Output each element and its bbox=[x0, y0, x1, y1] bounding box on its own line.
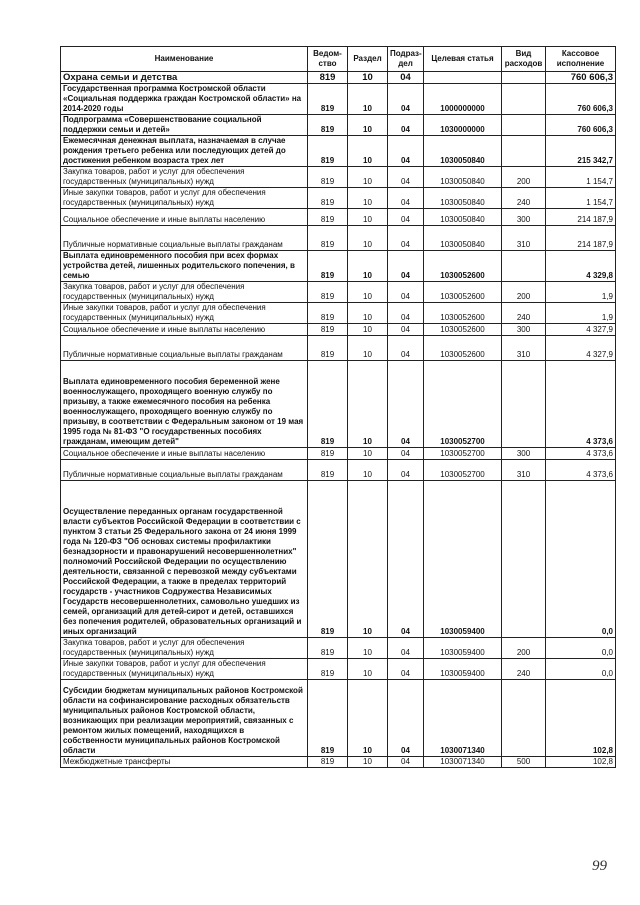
cell-podrazdel: 04 bbox=[388, 336, 424, 361]
cell-kassovoe-ispolnenie: 0,0 bbox=[546, 659, 616, 680]
table-row bbox=[61, 336, 616, 361]
budget-table-sheet bbox=[60, 46, 615, 768]
cell-name: Субсидии бюджетам муниципальных районов Костромской области на софинансирование расходных обязательств муниципальных районов Костромской области, возникающих при реализации мероприятий, связанных с ремонтом жилых помещений, находящихся в собственности муниципальных районов Костромской области bbox=[61, 680, 308, 757]
cell-razdel: 10 bbox=[348, 226, 388, 251]
budget-table bbox=[60, 46, 616, 768]
table-row bbox=[61, 638, 616, 659]
cell-vid-rashodov bbox=[502, 361, 546, 448]
cell-vedomstvo: 819 bbox=[308, 136, 348, 167]
cell-name: Социальное обеспечение и иные выплаты населению bbox=[61, 324, 308, 336]
table-row bbox=[61, 324, 616, 336]
table-row bbox=[61, 680, 616, 757]
cell-celevaya-statya: 1000000000 bbox=[424, 84, 502, 115]
cell-kassovoe-ispolnenie: 215 342,7 bbox=[546, 136, 616, 167]
cell-vid-rashodov bbox=[502, 251, 546, 282]
cell-kassovoe-ispolnenie: 760 606,3 bbox=[546, 84, 616, 115]
cell-celevaya-statya: 1030071340 bbox=[424, 680, 502, 757]
cell-name: Иные закупки товаров, работ и услуг для обеспечения государственных (муниципальных) нужд bbox=[61, 303, 308, 324]
cell-podrazdel: 04 bbox=[388, 226, 424, 251]
cell-name: Выплата единовременного пособия при всех формах устройства детей, лишенных родительского попечения, в семью bbox=[61, 251, 308, 282]
cell-razdel: 10 bbox=[348, 251, 388, 282]
cell-razdel: 10 bbox=[348, 188, 388, 209]
cell-razdel: 10 bbox=[348, 209, 388, 226]
cell-vedomstvo: 819 bbox=[308, 84, 348, 115]
cell-vid-rashodov: 240 bbox=[502, 303, 546, 324]
cell-razdel: 10 bbox=[348, 303, 388, 324]
cell-razdel: 10 bbox=[348, 84, 388, 115]
table-row bbox=[61, 136, 616, 167]
cell-podrazdel: 04 bbox=[388, 460, 424, 481]
cell-razdel: 10 bbox=[348, 448, 388, 460]
cell-celevaya-statya: 1030050840 bbox=[424, 188, 502, 209]
cell-podrazdel: 04 bbox=[388, 115, 424, 136]
header-kassovoe-ispolnenie: Кассовое исполнение bbox=[546, 47, 616, 72]
table-row bbox=[61, 72, 616, 84]
header-vedomstvo: Ведом-ство bbox=[308, 47, 348, 72]
cell-celevaya-statya: 1030052700 bbox=[424, 361, 502, 448]
cell-kassovoe-ispolnenie: 4 373,6 bbox=[546, 460, 616, 481]
cell-celevaya-statya: 1030052600 bbox=[424, 251, 502, 282]
cell-name: Закупка товаров, работ и услуг для обеспечения государственных (муниципальных) нужд bbox=[61, 167, 308, 188]
cell-name: Закупка товаров, работ и услуг для обеспечения государственных (муниципальных) нужд bbox=[61, 638, 308, 659]
cell-vid-rashodov bbox=[502, 72, 546, 84]
header-razdel: Раздел bbox=[348, 47, 388, 72]
cell-celevaya-statya: 1030052600 bbox=[424, 282, 502, 303]
cell-vid-rashodov: 310 bbox=[502, 336, 546, 361]
header-podrazdel: Подраз-дел bbox=[388, 47, 424, 72]
table-row bbox=[61, 84, 616, 115]
cell-name: Публичные нормативные социальные выплаты гражданам bbox=[61, 226, 308, 251]
cell-vid-rashodov: 240 bbox=[502, 188, 546, 209]
cell-vid-rashodov: 310 bbox=[502, 460, 546, 481]
cell-vid-rashodov: 240 bbox=[502, 659, 546, 680]
cell-razdel: 10 bbox=[348, 460, 388, 481]
cell-razdel: 10 bbox=[348, 324, 388, 336]
table-row bbox=[61, 757, 616, 768]
table-row bbox=[61, 460, 616, 481]
cell-razdel: 10 bbox=[348, 757, 388, 768]
cell-podrazdel: 04 bbox=[388, 324, 424, 336]
cell-podrazdel: 04 bbox=[388, 136, 424, 167]
cell-razdel: 10 bbox=[348, 282, 388, 303]
cell-name: Ежемесячная денежная выплата, назначаемая в случае рождения третьего ребенка или последующих детей до достижения ребенком возраста трех лет bbox=[61, 136, 308, 167]
cell-kassovoe-ispolnenie: 102,8 bbox=[546, 757, 616, 768]
table-row bbox=[61, 361, 616, 448]
cell-celevaya-statya: 1030050840 bbox=[424, 167, 502, 188]
cell-podrazdel: 04 bbox=[388, 481, 424, 638]
cell-kassovoe-ispolnenie: 214 187,9 bbox=[546, 209, 616, 226]
table-row bbox=[61, 448, 616, 460]
cell-vedomstvo: 819 bbox=[308, 481, 348, 638]
cell-name: Иные закупки товаров, работ и услуг для обеспечения государственных (муниципальных) нужд bbox=[61, 659, 308, 680]
cell-name: Подпрограмма «Совершенствование социальной поддержки семьи и детей» bbox=[61, 115, 308, 136]
table-row bbox=[61, 226, 616, 251]
cell-podrazdel: 04 bbox=[388, 448, 424, 460]
cell-razdel: 10 bbox=[348, 136, 388, 167]
cell-name: Публичные нормативные социальные выплаты гражданам bbox=[61, 336, 308, 361]
cell-vid-rashodov: 500 bbox=[502, 757, 546, 768]
cell-podrazdel: 04 bbox=[388, 84, 424, 115]
cell-vid-rashodov: 300 bbox=[502, 448, 546, 460]
cell-razdel: 10 bbox=[348, 361, 388, 448]
cell-podrazdel: 04 bbox=[388, 680, 424, 757]
cell-celevaya-statya: 1030059400 bbox=[424, 638, 502, 659]
cell-celevaya-statya bbox=[424, 72, 502, 84]
cell-razdel: 10 bbox=[348, 481, 388, 638]
cell-kassovoe-ispolnenie: 1,9 bbox=[546, 282, 616, 303]
cell-vedomstvo: 819 bbox=[308, 361, 348, 448]
cell-podrazdel: 04 bbox=[388, 167, 424, 188]
table-row bbox=[61, 115, 616, 136]
cell-vedomstvo: 819 bbox=[308, 448, 348, 460]
cell-vid-rashodov bbox=[502, 481, 546, 638]
cell-vedomstvo: 819 bbox=[308, 167, 348, 188]
cell-razdel: 10 bbox=[348, 638, 388, 659]
cell-vedomstvo: 819 bbox=[308, 303, 348, 324]
cell-razdel: 10 bbox=[348, 680, 388, 757]
cell-podrazdel: 04 bbox=[388, 659, 424, 680]
table-row bbox=[61, 209, 616, 226]
table-header-row bbox=[61, 47, 616, 72]
cell-podrazdel: 04 bbox=[388, 757, 424, 768]
cell-vid-rashodov: 300 bbox=[502, 209, 546, 226]
cell-vid-rashodov: 310 bbox=[502, 226, 546, 251]
cell-vedomstvo: 819 bbox=[308, 282, 348, 303]
cell-razdel: 10 bbox=[348, 659, 388, 680]
cell-celevaya-statya: 1030059400 bbox=[424, 481, 502, 638]
header-celevaya-statya: Целевая статья bbox=[424, 47, 502, 72]
cell-vedomstvo: 819 bbox=[308, 188, 348, 209]
cell-celevaya-statya: 1030000000 bbox=[424, 115, 502, 136]
cell-celevaya-statya: 1030052700 bbox=[424, 448, 502, 460]
cell-kassovoe-ispolnenie: 102,8 bbox=[546, 680, 616, 757]
header-vid-rashodov: Вид расходов bbox=[502, 47, 546, 72]
cell-vid-rashodov: 200 bbox=[502, 167, 546, 188]
cell-vedomstvo: 819 bbox=[308, 460, 348, 481]
cell-podrazdel: 04 bbox=[388, 638, 424, 659]
table-row bbox=[61, 188, 616, 209]
cell-vedomstvo: 819 bbox=[308, 324, 348, 336]
cell-name: Охрана семьи и детства bbox=[61, 72, 308, 84]
cell-vedomstvo: 819 bbox=[308, 638, 348, 659]
header-name: Наименование bbox=[61, 47, 308, 72]
cell-razdel: 10 bbox=[348, 115, 388, 136]
cell-podrazdel: 04 bbox=[388, 303, 424, 324]
cell-razdel: 10 bbox=[348, 72, 388, 84]
table-row bbox=[61, 251, 616, 282]
cell-vid-rashodov bbox=[502, 136, 546, 167]
cell-podrazdel: 04 bbox=[388, 188, 424, 209]
cell-vid-rashodov: 200 bbox=[502, 638, 546, 659]
cell-kassovoe-ispolnenie: 760 606,3 bbox=[546, 72, 616, 84]
cell-vedomstvo: 819 bbox=[308, 757, 348, 768]
cell-name: Межбюджетные трансферты bbox=[61, 757, 308, 768]
cell-vid-rashodov: 300 bbox=[502, 324, 546, 336]
cell-vedomstvo: 819 bbox=[308, 209, 348, 226]
cell-celevaya-statya: 1030050840 bbox=[424, 209, 502, 226]
cell-podrazdel: 04 bbox=[388, 72, 424, 84]
cell-name: Социальное обеспечение и иные выплаты населению bbox=[61, 448, 308, 460]
cell-razdel: 10 bbox=[348, 336, 388, 361]
cell-vid-rashodov bbox=[502, 84, 546, 115]
cell-podrazdel: 04 bbox=[388, 209, 424, 226]
cell-podrazdel: 04 bbox=[388, 361, 424, 448]
table-body bbox=[61, 72, 616, 768]
table-row bbox=[61, 659, 616, 680]
table-row bbox=[61, 282, 616, 303]
cell-kassovoe-ispolnenie: 4 327,9 bbox=[546, 336, 616, 361]
page-number: 99 bbox=[592, 858, 607, 874]
cell-vedomstvo: 819 bbox=[308, 72, 348, 84]
cell-vid-rashodov bbox=[502, 115, 546, 136]
cell-vid-rashodov bbox=[502, 680, 546, 757]
cell-podrazdel: 04 bbox=[388, 282, 424, 303]
table-row bbox=[61, 303, 616, 324]
cell-kassovoe-ispolnenie: 4 327,9 bbox=[546, 324, 616, 336]
cell-celevaya-statya: 1030071340 bbox=[424, 757, 502, 768]
cell-kassovoe-ispolnenie: 4 373,6 bbox=[546, 361, 616, 448]
cell-celevaya-statya: 1030052600 bbox=[424, 336, 502, 361]
cell-name: Социальное обеспечение и иные выплаты населению bbox=[61, 209, 308, 226]
cell-vedomstvo: 819 bbox=[308, 680, 348, 757]
cell-name: Публичные нормативные социальные выплаты гражданам bbox=[61, 460, 308, 481]
cell-vid-rashodov: 200 bbox=[502, 282, 546, 303]
cell-name: Закупка товаров, работ и услуг для обеспечения государственных (муниципальных) нужд bbox=[61, 282, 308, 303]
cell-kassovoe-ispolnenie: 1 154,7 bbox=[546, 188, 616, 209]
cell-celevaya-statya: 1030050840 bbox=[424, 226, 502, 251]
cell-kassovoe-ispolnenie: 214 187,9 bbox=[546, 226, 616, 251]
cell-name: Осуществление переданных органам государственной власти субъектов Российской Федерации в соответствии с пунктом 3 статьи 25 Федерального закона от 24 июня 1999 года № 120-ФЗ "Об основах системы профилактики безнадзорности и правонарушений несовершеннолетних" полномочий Российской Федерации по осуществлению деятельности, связанной с перевозкой между субъектами Российской Федерации, а также в пределах территорий государств - участников Содружества Независимых Государств несовершеннолетних, самовольно ушедших из семей, организаций для детей-сирот и детей, оставшихся без попечения родителей, образовательных организаций и иных организаций bbox=[61, 481, 308, 638]
cell-vedomstvo: 819 bbox=[308, 659, 348, 680]
cell-kassovoe-ispolnenie: 4 373,6 bbox=[546, 448, 616, 460]
cell-celevaya-statya: 1030052600 bbox=[424, 324, 502, 336]
cell-kassovoe-ispolnenie: 1 154,7 bbox=[546, 167, 616, 188]
cell-celevaya-statya: 1030052600 bbox=[424, 303, 502, 324]
cell-celevaya-statya: 1030052700 bbox=[424, 460, 502, 481]
cell-name: Иные закупки товаров, работ и услуг для обеспечения государственных (муниципальных) нужд bbox=[61, 188, 308, 209]
cell-razdel: 10 bbox=[348, 167, 388, 188]
cell-celevaya-statya: 1030050840 bbox=[424, 136, 502, 167]
cell-vedomstvo: 819 bbox=[308, 115, 348, 136]
cell-kassovoe-ispolnenie: 0,0 bbox=[546, 638, 616, 659]
cell-name: Государственная программа Костромской области «Социальная поддержка граждан Костромской области» на 2014-2020 годы bbox=[61, 84, 308, 115]
cell-kassovoe-ispolnenie: 4 329,8 bbox=[546, 251, 616, 282]
cell-podrazdel: 04 bbox=[388, 251, 424, 282]
cell-kassovoe-ispolnenie: 760 606,3 bbox=[546, 115, 616, 136]
table-row bbox=[61, 167, 616, 188]
table-row bbox=[61, 481, 616, 638]
cell-name: Выплата единовременного пособия беременной жене военнослужащего, проходящего военную службу по призыву, а также ежемесячного пособия на ребенка военнослужащего, проходящего военную службу по призыву, в соответствии с Федеральным законом от 19 мая 1995 года № 81-ФЗ "О государственных пособиях гражданам, имеющим детей" bbox=[61, 361, 308, 448]
cell-celevaya-statya: 1030059400 bbox=[424, 659, 502, 680]
cell-vedomstvo: 819 bbox=[308, 226, 348, 251]
cell-kassovoe-ispolnenie: 0,0 bbox=[546, 481, 616, 638]
cell-vedomstvo: 819 bbox=[308, 336, 348, 361]
cell-vedomstvo: 819 bbox=[308, 251, 348, 282]
cell-kassovoe-ispolnenie: 1,9 bbox=[546, 303, 616, 324]
